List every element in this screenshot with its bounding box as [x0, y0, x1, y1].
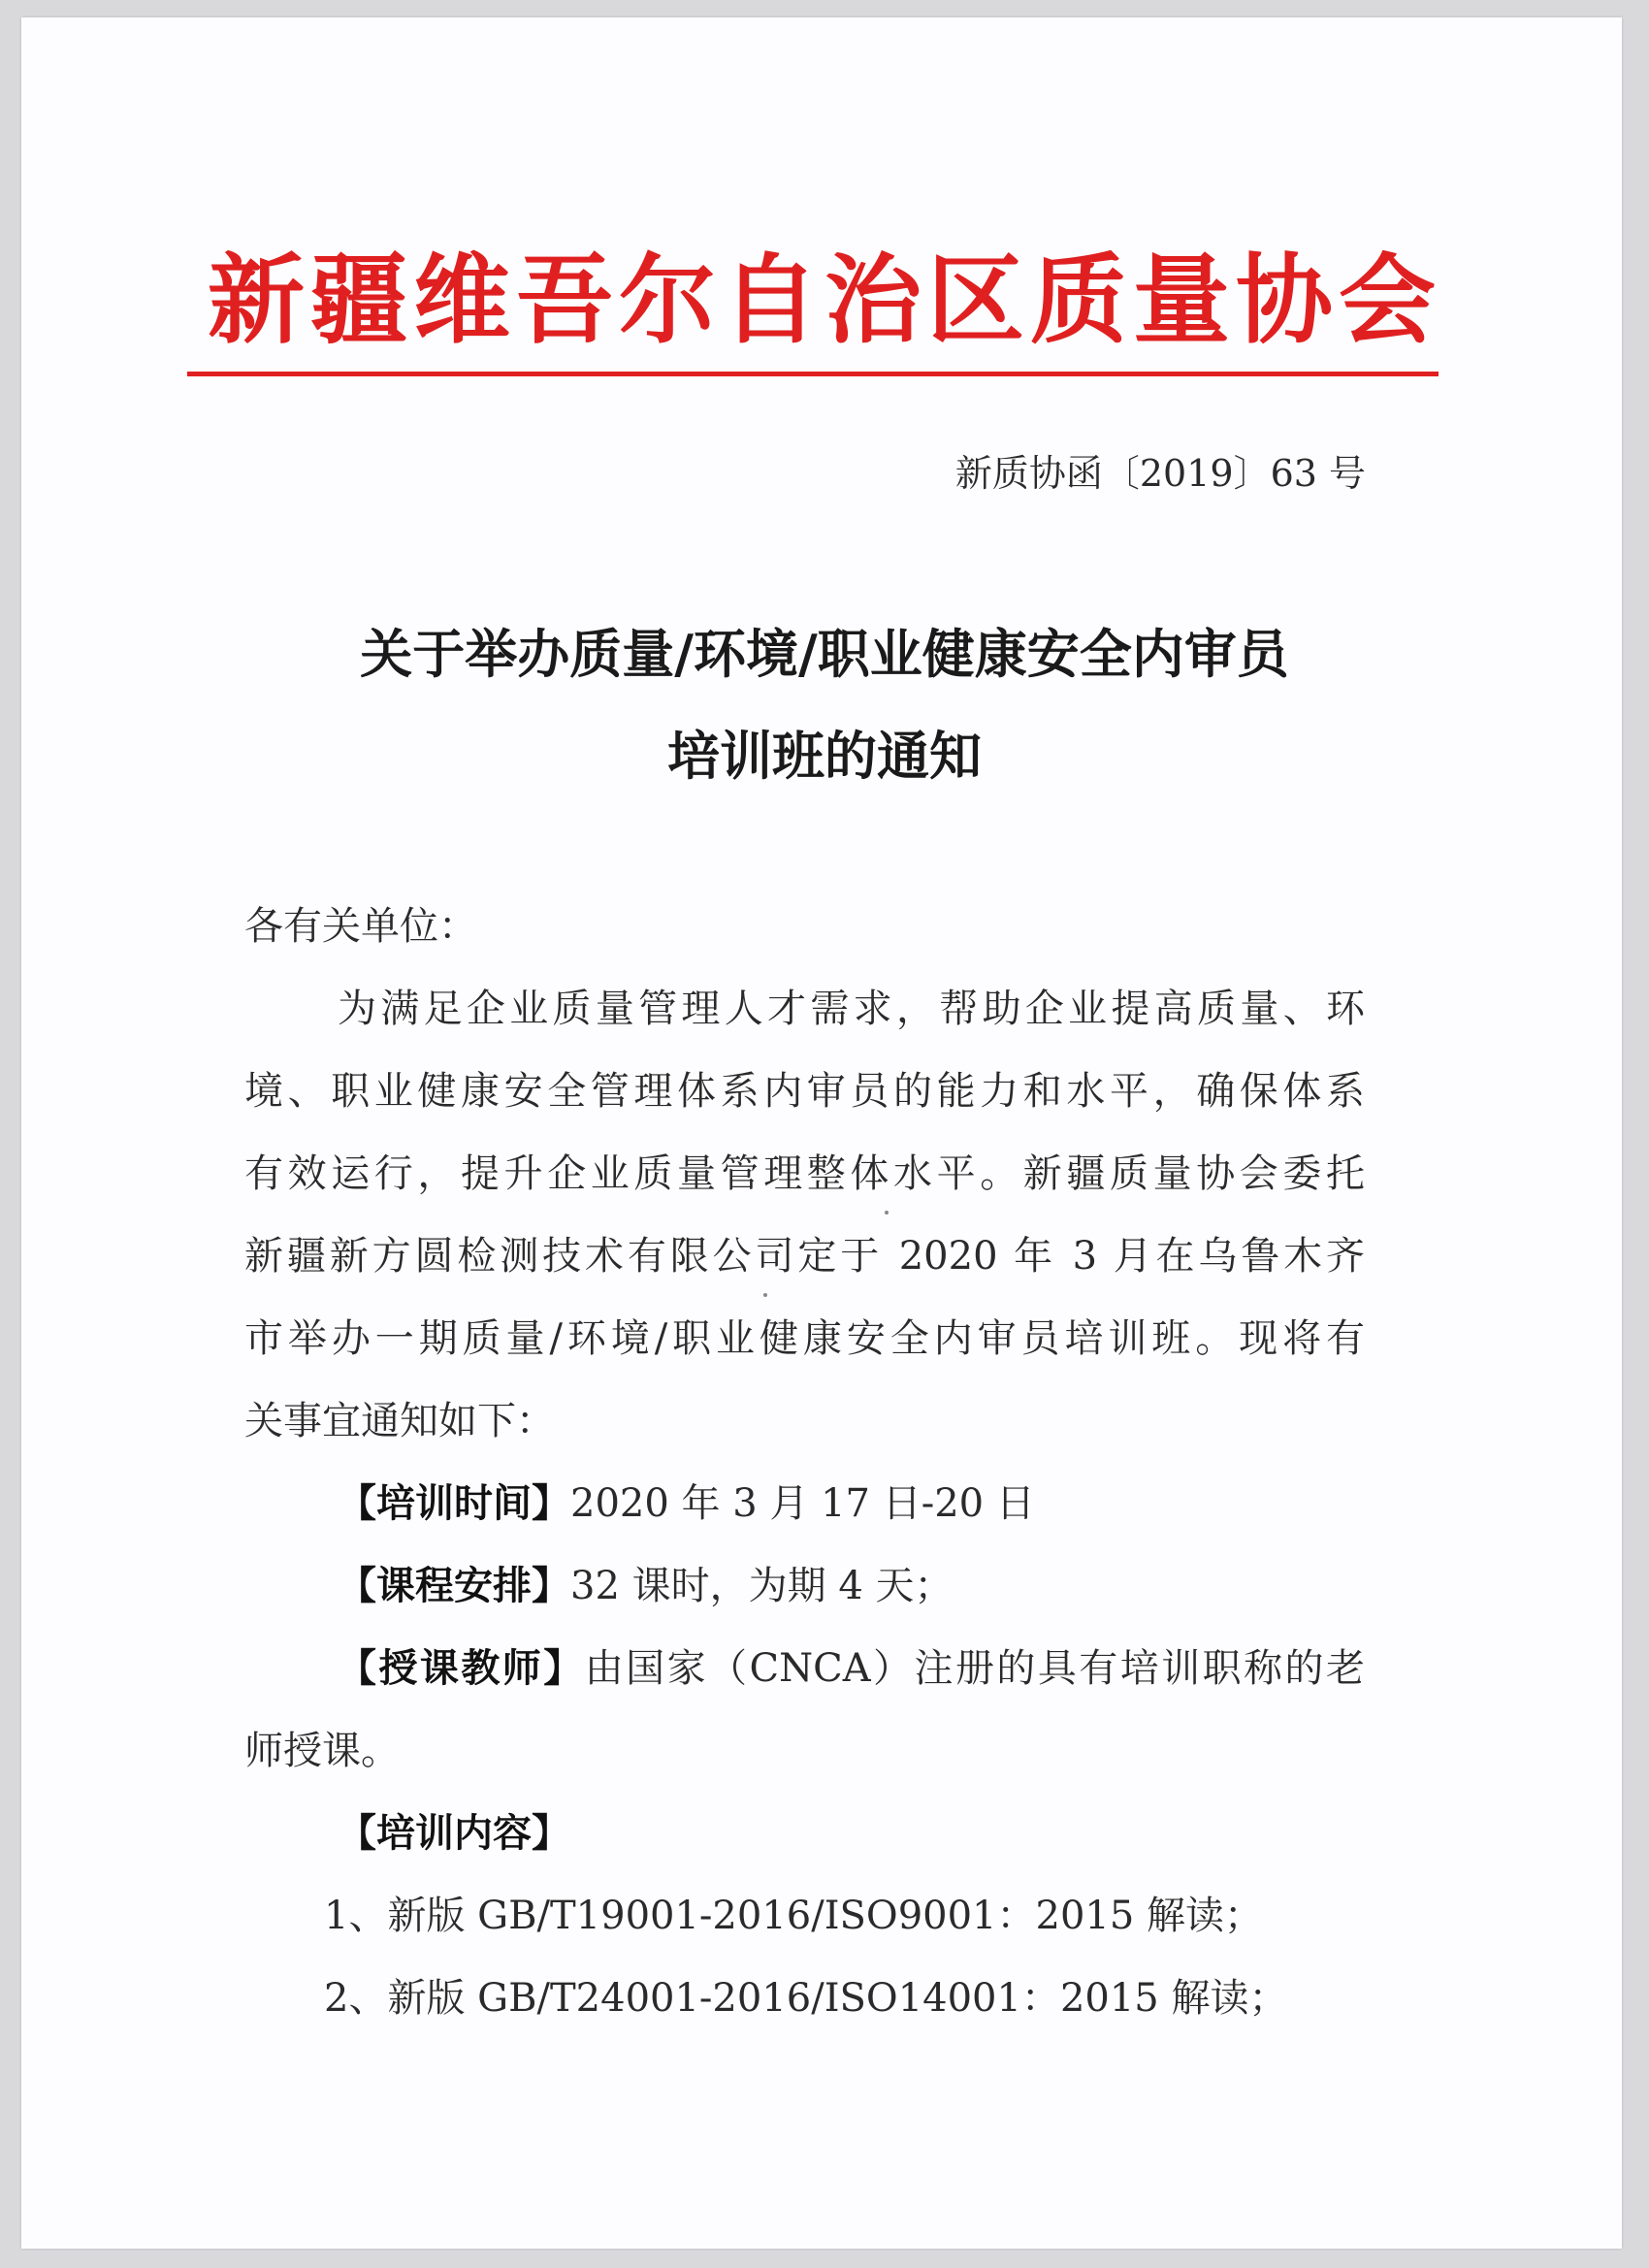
paragraph-line: 新疆新方圆检测技术有限公司定于 2020 年 3 月在乌鲁木齐 — [244, 1234, 1365, 1279]
teacher-continuation: 师授课。 — [244, 1729, 400, 1773]
scan-speck — [885, 1211, 889, 1215]
paragraph-line: 市举办一期质量/环境/职业健康安全内审员培训班。现将有 — [244, 1316, 1365, 1361]
course-schedule-label: 【课程安排】 — [338, 1564, 570, 1608]
organization-letterhead: 新疆维吾尔自治区质量协会 — [208, 243, 1441, 357]
list-item: 1、新版 GB/T19001-2016/ISO9001：2015 解读； — [324, 1894, 1264, 1938]
course-schedule-row — [244, 1557, 1365, 1615]
scan-speck — [763, 1293, 767, 1297]
training-time-row — [244, 1474, 1365, 1533]
course-schedule-value: 32 课时，为期 4 天； — [570, 1564, 954, 1608]
training-time-label: 【培训时间】 — [338, 1481, 570, 1526]
training-time-value: 2020 年 3 月 17 日-20 日 — [570, 1481, 1035, 1526]
paragraph-line: 关事宜通知如下： — [244, 1399, 555, 1443]
notice-title-line-2: 培训班的通知 — [667, 726, 982, 787]
training-content-label: 【培训内容】 — [338, 1811, 570, 1856]
letterhead-red-rule — [187, 372, 1439, 376]
document-number: 新质协函〔2019〕63 号 — [954, 452, 1366, 495]
paragraph-line: 境、职业健康安全管理体系内审员的能力和水平，确保体系 — [244, 1069, 1365, 1114]
teacher-row — [244, 1639, 1365, 1698]
teacher-value: 由国家（CNCA）注册的具有培训职称的老 — [584, 1646, 1365, 1691]
teacher-label: 【授课教师】 — [338, 1646, 585, 1691]
paragraph-line: 为满足企业质量管理人才需求，帮助企业提高质量、环 — [338, 987, 1365, 1031]
salutation: 各有关单位： — [244, 904, 477, 949]
paragraph-line: 有效运行，提升企业质量管理整体水平。新疆质量协会委托 — [244, 1151, 1365, 1196]
training-content-heading — [244, 1804, 1365, 1863]
list-item: 2、新版 GB/T24001-2016/ISO14001：2015 解读； — [324, 1976, 1288, 2021]
notice-title-line-1: 关于举办质量/环境/职业健康安全内审员 — [360, 624, 1289, 685]
